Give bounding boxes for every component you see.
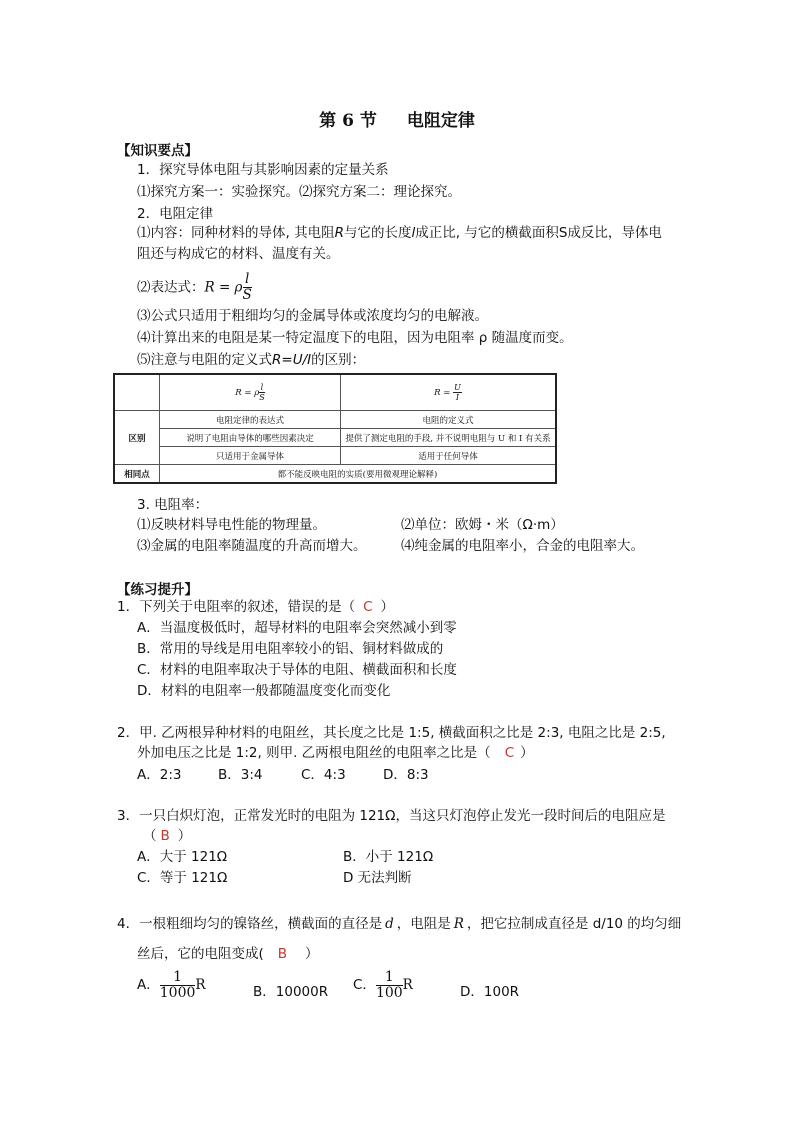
question-2-answer: C xyxy=(504,745,515,761)
option-c-fraction xyxy=(376,970,403,1001)
question-2-option-c: C．4:3 xyxy=(301,767,346,783)
question-3-line-2 xyxy=(143,827,191,845)
resistivity-heading: 3. 电阻率： xyxy=(137,497,209,513)
table-row xyxy=(114,411,556,429)
knowledge-heading: 【知识要点】 xyxy=(117,143,198,159)
table-row xyxy=(114,447,556,465)
question-2-line-1: 2．甲. 乙两根异种材料的电阻丝，其长度之比是 1:5, 横截面积之比是 2:3, 电阻之比是 2:5, xyxy=(117,725,666,741)
table-row xyxy=(114,465,556,484)
question-2-text: 外加电压之比是 1:2, 则甲. 乙两根电阻丝的电阻率之比是（ xyxy=(137,745,491,761)
table-def-lhs: R = xyxy=(434,388,454,398)
knowledge-point-2: 2．电阻定律 xyxy=(137,206,214,222)
table-cell: 只适用于金属导体 xyxy=(160,447,341,465)
law-content-text: ⑴内容：同种材料的导体, 其电阻 xyxy=(137,225,335,241)
question-2-close: ） xyxy=(520,745,534,761)
law-content-line-2: 阻还与构成它的材料、温度有关。 xyxy=(137,246,340,262)
option-a-fraction xyxy=(160,970,196,1001)
title-topic: 电阻定律 xyxy=(406,111,475,131)
question-4-option-b: B．10000R xyxy=(253,984,329,1000)
question-4-line-1 xyxy=(117,915,681,933)
title-section-number: 第 6 节 xyxy=(319,111,377,131)
resistivity-item-1: ⑴反映材料导电性能的物理量。 xyxy=(137,517,326,533)
question-2-option-b: B．3:4 xyxy=(218,767,263,783)
question-4-option-c xyxy=(353,970,413,1001)
question-1-option-a: A．当温度极低时，超导材料的电阻率会突然减小到零 xyxy=(137,620,457,636)
law-content-text-4: 成反比，导体电 xyxy=(567,225,662,241)
table-cell: 都不能反映电阻的实质(要用微观理论解释) xyxy=(160,465,557,484)
law-content-symbol-s: S xyxy=(558,225,568,241)
option-a-denominator: 1000 xyxy=(159,985,196,1001)
knowledge-point-5-text: ⑸注意与电阻的定义式 xyxy=(137,352,272,368)
question-4-option-d: D．100R xyxy=(460,984,520,1000)
question-4-text: 4．一根粗细均匀的镍铬丝，横截面的直径是 xyxy=(117,916,383,932)
expression-denominator: S xyxy=(242,287,252,303)
table-cell: 提供了测定电阻的手段, 并不说明电阻与 U 和 I 有关系 xyxy=(341,429,557,447)
law-content-text-3: 成正比, 与它的横截面积 xyxy=(415,225,559,241)
question-3-close: ） xyxy=(177,828,192,844)
table-diff-label: 区别 xyxy=(114,411,160,465)
table-header-row xyxy=(114,374,556,411)
question-3-option-c: C．等于 121Ω xyxy=(137,870,228,886)
resistivity-item-3: ⑶金属的电阻率随温度的升高而增大。 xyxy=(137,538,367,554)
question-1-option-c: C．材料的电阻率取决于导体的电阻、横截面积和长度 xyxy=(137,662,457,678)
question-2-line-2 xyxy=(137,744,534,762)
table-cell: 电阻定律的表达式 xyxy=(160,411,341,429)
knowledge-point-5-text-2: 的区别： xyxy=(311,352,366,368)
question-1-option-b: B．常用的导线是用电阻率较小的铝、铜材料做成的 xyxy=(137,641,444,657)
knowledge-point-1-methods: ⑴探究方案一：实验探究。⑵探究方案二：理论探究。 xyxy=(137,184,461,200)
table-row xyxy=(114,429,556,447)
option-c-r: R xyxy=(402,977,413,993)
knowledge-point-1: 1．探究导体电阻与其影响因素的定量关系 xyxy=(137,162,389,178)
question-3-option-b: B．小于 121Ω xyxy=(343,849,434,865)
question-2-option-d: D．8:3 xyxy=(383,767,429,783)
question-2-option-a: A．2:3 xyxy=(137,767,182,783)
question-3-line-1: 3．一只白炽灯泡，正常发光时的电阻为 121Ω，当这只灯泡停止发光一段时间后的电阻应是 xyxy=(117,808,666,824)
page-title xyxy=(0,106,794,131)
expression-label: ⑵表达式： xyxy=(137,279,205,296)
table-law-numerator: l xyxy=(260,383,264,392)
question-1-answer: C xyxy=(363,599,373,615)
definition-formula: R=U/I xyxy=(272,352,312,368)
knowledge-point-5 xyxy=(137,351,365,369)
question-4-option-a xyxy=(137,970,206,1001)
question-4-line-2 xyxy=(137,945,319,963)
question-4-answer: B xyxy=(277,946,288,962)
expression-lhs: R = ρ xyxy=(204,279,243,296)
question-4-symbol-d: d xyxy=(385,916,394,932)
question-4-text-3: ，把它拉制成直径是 d/10 的均匀细 xyxy=(466,916,682,932)
question-4-text-4: 丝后，它的电阻变成( xyxy=(137,946,264,962)
table-def-numerator: U xyxy=(454,383,461,392)
question-3-open: （ xyxy=(143,828,157,844)
option-c-label: C． xyxy=(353,977,376,993)
law-content-text-2: 与它的长度 xyxy=(343,225,412,241)
knowledge-point-3: ⑶公式只适用于粗细均匀的金属导体或浓度均匀的电解液。 xyxy=(137,308,488,324)
question-1-close: ） xyxy=(380,599,395,615)
resistivity-item-2: ⑵单位：欧姆・米（Ω·m） xyxy=(401,517,564,533)
table-law-fraction xyxy=(259,383,264,402)
law-content-symbol-r: R xyxy=(334,225,344,241)
question-1-stem xyxy=(117,598,394,616)
table-def-fraction xyxy=(453,383,462,402)
question-4-text-2: ，电阻是 xyxy=(396,916,451,932)
question-1-option-d: D．材料的电阻率一般都随温度变化而变化 xyxy=(137,683,391,699)
expression-fraction xyxy=(243,272,252,303)
table-cell: 说明了电阻由导体的哪些因素决定 xyxy=(160,429,341,447)
table-law-lhs: R = ρ xyxy=(235,388,260,398)
expression-numerator: l xyxy=(243,272,252,288)
question-4-close: ） xyxy=(305,946,319,962)
comparison-table xyxy=(113,373,557,484)
table-cell: 电阻的定义式 xyxy=(341,411,557,429)
law-content-symbol-l: l xyxy=(411,225,416,241)
law-content-line-1 xyxy=(137,224,662,242)
law-expression xyxy=(137,272,252,303)
table-same-label: 相同点 xyxy=(114,465,160,484)
table-law-denominator: S xyxy=(259,393,265,402)
option-c-numerator: 1 xyxy=(376,970,403,986)
option-a-numerator: 1 xyxy=(160,970,196,986)
question-3-option-a: A．大于 121Ω xyxy=(137,849,228,865)
question-3-answer: B xyxy=(160,828,170,844)
table-def-denominator: I xyxy=(455,393,460,402)
resistivity-item-4: ⑷纯金属的电阻率小，合金的电阻率大。 xyxy=(401,538,644,554)
question-1-text: 1．下列关于电阻率的叙述，错误的是（ xyxy=(117,599,356,615)
table-cell: 适用于任何导体 xyxy=(341,447,557,465)
table-corner-cell xyxy=(114,374,160,411)
option-c-denominator: 100 xyxy=(375,985,403,1001)
table-header-definition xyxy=(341,374,557,411)
knowledge-point-4: ⑷计算出来的电阻是某一特定温度下的电阻，因为电阻率 ρ 随温度而变。 xyxy=(137,330,573,346)
option-a-r: R xyxy=(195,977,206,993)
option-a-label: A． xyxy=(137,977,160,993)
question-3-option-d: D 无法判断 xyxy=(343,870,412,886)
question-4-symbol-r: R xyxy=(453,916,464,932)
table-header-law xyxy=(160,374,341,411)
practice-heading: 【练习提升】 xyxy=(117,582,198,598)
